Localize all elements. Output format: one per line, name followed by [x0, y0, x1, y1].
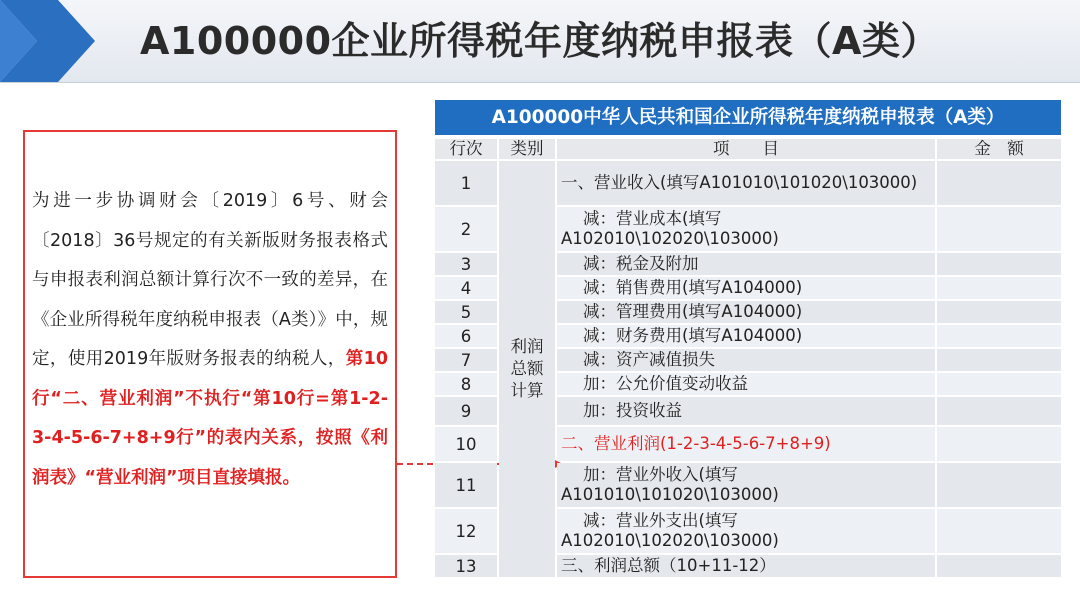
- row-item-text: 加：投资收益: [583, 401, 682, 420]
- row-item-text: 减：财务费用(填写A104000): [583, 326, 803, 345]
- row-item: [557, 373, 935, 395]
- amount-cell[interactable]: [937, 161, 1061, 205]
- row-item: [557, 301, 935, 323]
- explanation-text: [32, 182, 388, 498]
- amount-cell[interactable]: [937, 301, 1061, 323]
- amount-cell[interactable]: [937, 277, 1061, 299]
- explanation-normal-text: 为进一步协调财会〔2019〕6号、财会〔2018〕36号规定的有关新版财务报表格式与申报表利润总额计算行次不一致的差异，在《企业所得税年度纳税申报表（A类）》中，规定，使用2019年版财务报表的纳税人，: [32, 191, 388, 369]
- form-grid: [433, 137, 1063, 579]
- row-item: [557, 325, 935, 347]
- header-item: 项 目: [557, 139, 935, 159]
- tax-form-table: [435, 100, 1061, 595]
- amount-cell[interactable]: [937, 325, 1061, 347]
- row-item-text: 加：公允价值变动收益: [583, 374, 748, 393]
- row-item: [557, 277, 935, 299]
- amount-cell[interactable]: [937, 373, 1061, 395]
- row-number: 1: [435, 161, 497, 205]
- row-item: 一、营业收入(填写A101010\101020\103000): [557, 161, 935, 205]
- amount-cell[interactable]: [937, 253, 1061, 275]
- table-caption: A100000中华人民共和国企业所得税年度纳税申报表（A类）: [435, 100, 1061, 135]
- category-label: 利润 总额 计算: [510, 337, 544, 400]
- row-item: [557, 207, 935, 251]
- row-item-text: 减：资产减值损失: [583, 350, 715, 369]
- row-item: [557, 463, 935, 507]
- amount-cell[interactable]: [937, 555, 1061, 577]
- row-item-text: 减：税金及附加: [583, 254, 699, 273]
- amount-cell[interactable]: [937, 397, 1061, 425]
- row-item-text: 减：营业成本(填写A102010\102020\103000): [561, 209, 779, 248]
- table-row: [435, 161, 1061, 205]
- row-item-text: 减：管理费用(填写A104000): [583, 302, 803, 321]
- amount-cell[interactable]: [937, 463, 1061, 507]
- row-item: 二、营业利润(1-2-3-4-5-6-7+8+9): [557, 427, 935, 461]
- row-number: 13: [435, 555, 497, 577]
- category-cell: [499, 161, 555, 577]
- row-number: 12: [435, 509, 497, 553]
- header-category: 类别: [499, 139, 555, 159]
- page-title: A100000企业所得税年度纳税申报表（A类）: [140, 19, 939, 63]
- row-number: 6: [435, 325, 497, 347]
- row-number: 7: [435, 349, 497, 371]
- amount-cell[interactable]: [937, 207, 1061, 251]
- row-item: [557, 349, 935, 371]
- table-header-row: [435, 139, 1061, 159]
- row-number: 2: [435, 207, 497, 251]
- row-item: [557, 397, 935, 425]
- row-number: 9: [435, 397, 497, 425]
- amount-cell[interactable]: [937, 427, 1061, 461]
- row-number: 5: [435, 301, 497, 323]
- amount-cell[interactable]: [937, 509, 1061, 553]
- amount-cell[interactable]: [937, 349, 1061, 371]
- header-row-number: 行次: [435, 139, 497, 159]
- row-number: 11: [435, 463, 497, 507]
- row-item-text: 加：营业外收入(填写A101010\101020\103000): [561, 465, 779, 504]
- row-number: 8: [435, 373, 497, 395]
- row-item: [557, 509, 935, 553]
- explanation-highlight-text: 第10行“二、营业利润”不执行“第10行=第1-2-3-4-5-6-7+8+9行”的表内关系，按照《利润表》“营业利润”项目直接填报。: [32, 349, 388, 488]
- explanation-box: [23, 130, 397, 578]
- row-item-text: 减：销售费用(填写A104000): [583, 278, 803, 297]
- row-item: 三、利润总额（10+11-12）: [557, 555, 935, 577]
- row-number: 10: [435, 427, 497, 461]
- header-amount: 金 额: [937, 139, 1061, 159]
- row-item-text: 减：营业外支出(填写A102010\102020\103000): [561, 511, 779, 550]
- row-item: [557, 253, 935, 275]
- slide-header: [0, 0, 1080, 83]
- row-number: 3: [435, 253, 497, 275]
- chevron-right-icon: [0, 0, 110, 82]
- row-number: 4: [435, 277, 497, 299]
